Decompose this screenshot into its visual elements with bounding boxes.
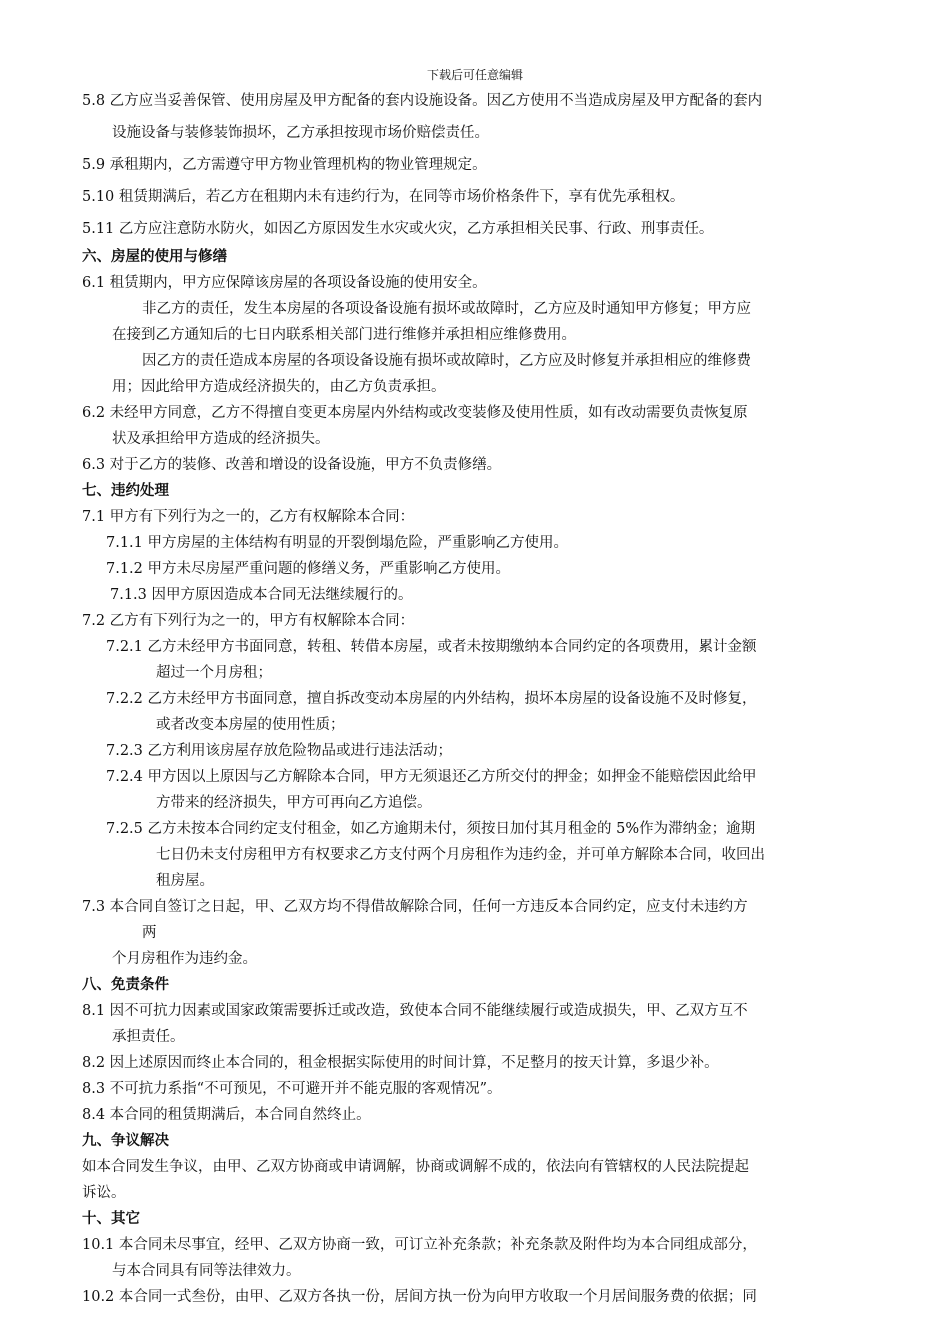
text-line: 6.2 未经甲方同意，乙方不得擅自变更本房屋内外结构或改变装修及使用性质，如有改动需要负责恢复原 xyxy=(82,405,748,421)
text-line: 因乙方的责任造成本房屋的各项设备设施有损坏或故障时，乙方应及时修复并承担相应的维修费 xyxy=(142,353,751,369)
text-line: 5.10 租赁期满后，若乙方在租期内未有违约行为，在同等市场价格条件下，享有优先承租权。 xyxy=(82,189,685,205)
text-line: 非乙方的责任，发生本房屋的各项设备设施有损坏或故障时，乙方应及时通知甲方修复；甲方应 xyxy=(142,301,751,317)
section-heading: 七、违约处理 xyxy=(82,483,169,499)
text-line: 承担责任。 xyxy=(112,1029,185,1045)
text-line: 10.1 本合同未尽事宜，经甲、乙双方协商一致，可订立补充条款；补充条款及附件均为本合同组成部分， xyxy=(82,1237,757,1253)
text-line: 在接到乙方通知后的七日内联系相关部门进行维修并承担相应维修费用。 xyxy=(112,327,576,343)
section-heading: 六、房屋的使用与修缮 xyxy=(82,249,227,265)
text-line: 7.1.3 因甲方原因造成本合同无法继续履行的。 xyxy=(110,587,413,603)
text-line: 8.4 本合同的租赁期满后，本合同自然终止。 xyxy=(82,1107,371,1123)
text-line: 6.1 租赁期内，甲方应保障该房屋的各项设备设施的使用安全。 xyxy=(82,275,487,291)
text-line: 两 xyxy=(142,925,157,941)
text-line: 5.8 乙方应当妥善保管、使用房屋及甲方配备的套内设施设备。因乙方使用不当造成房屋及甲方配备的套内 xyxy=(82,93,763,109)
text-line: 7.2.1 乙方未经甲方书面同意，转租、转借本房屋，或者未按期缴纳本合同约定的各项费用，累计金额 xyxy=(106,639,757,655)
text-line: 与本合同具有同等法律效力。 xyxy=(112,1263,301,1279)
text-line: 7.2 乙方有下列行为之一的，甲方有权解除本合同： xyxy=(82,613,415,629)
text-line: 6.3 对于乙方的装修、改善和增设的设备设施，甲方不负责修缮。 xyxy=(82,457,502,473)
text-line: 个月房租作为违约金。 xyxy=(112,951,257,967)
text-line: 状及承担给甲方造成的经济损失。 xyxy=(112,431,330,447)
text-line: 7.3 本合同自签订之日起，甲、乙双方均不得借故解除合同，任何一方违反本合同约定，应支付未违约方 xyxy=(82,899,748,915)
text-line: 5.11 乙方应注意防水防火，如因乙方原因发生水灾或火灾，乙方承担相关民事、行政、刑事责任。 xyxy=(82,221,714,237)
section-heading: 八、免责条件 xyxy=(82,977,169,993)
text-line: 或者改变本房屋的使用性质； xyxy=(156,717,345,733)
text-line: 用；因此给甲方造成经济损失的，由乙方负责承担。 xyxy=(112,379,446,395)
text-line: 8.2 因上述原因而终止本合同的，租金根据实际使用的时间计算，不足整月的按天计算，多退少补。 xyxy=(82,1055,719,1071)
text-line: 8.1 因不可抗力因素或国家政策需要拆迁或改造，致使本合同不能继续履行或造成损失，甲、乙双方互不 xyxy=(82,1003,748,1019)
text-line: 7.1.2 甲方未尽房屋严重问题的修缮义务，严重影响乙方使用。 xyxy=(106,561,511,577)
text-line: 7.2.5 乙方未按本合同约定支付租金，如乙方逾期未付，须按日加付其月租金的 5%作为滞纳金；逾期 xyxy=(106,821,756,837)
text-line: 7.2.4 甲方因以上原因与乙方解除本合同，甲方无须退还乙方所交付的押金；如押金不能赔偿因此给甲 xyxy=(106,769,757,785)
text-line: 7.2.2 乙方未经甲方书面同意，擅自拆改变动本房屋的内外结构，损坏本房屋的设备设施不及时修复， xyxy=(106,691,757,707)
text-line: 超过一个月房租； xyxy=(156,665,272,681)
section-heading: 九、争议解决 xyxy=(82,1133,169,1149)
text-line: 7.2.3 乙方利用该房屋存放危险物品或进行违法活动； xyxy=(106,743,453,759)
text-line: 方带来的经济损失，甲方可再向乙方追偿。 xyxy=(156,795,432,811)
contract-body xyxy=(82,88,872,1310)
text-line: 设施设备与装修装饰损坏，乙方承担按现市场价赔偿责任。 xyxy=(112,125,489,141)
text-line: 租房屋。 xyxy=(156,873,214,889)
text-line: 诉讼。 xyxy=(82,1185,126,1201)
text-line: 7.1 甲方有下列行为之一的，乙方有权解除本合同： xyxy=(82,509,415,525)
text-line: 7.1.1 甲方房屋的主体结构有明显的开裂倒塌危险，严重影响乙方使用。 xyxy=(106,535,569,551)
text-line: 10.2 本合同一式叁份，由甲、乙双方各执一份，居间方执一份为向甲方收取一个月居间服务费的依据；同 xyxy=(82,1289,757,1305)
text-line: 如本合同发生争议，由甲、乙双方协商或申请调解，协商或调解不成的，依法向有管辖权的人民法院提起 xyxy=(82,1159,749,1175)
page-header: 下载后可任意编辑 xyxy=(426,68,523,82)
text-line: 5.9 承租期内，乙方需遵守甲方物业管理机构的物业管理规定。 xyxy=(82,157,487,173)
section-heading: 十、其它 xyxy=(82,1211,140,1227)
text-line: 七日仍未支付房租甲方有权要求乙方支付两个月房租作为违约金，并可单方解除本合同，收回出 xyxy=(156,847,765,863)
text-line: 8.3 不可抗力系指“不可预见，不可避开并不能克服的客观情况”。 xyxy=(82,1081,502,1097)
